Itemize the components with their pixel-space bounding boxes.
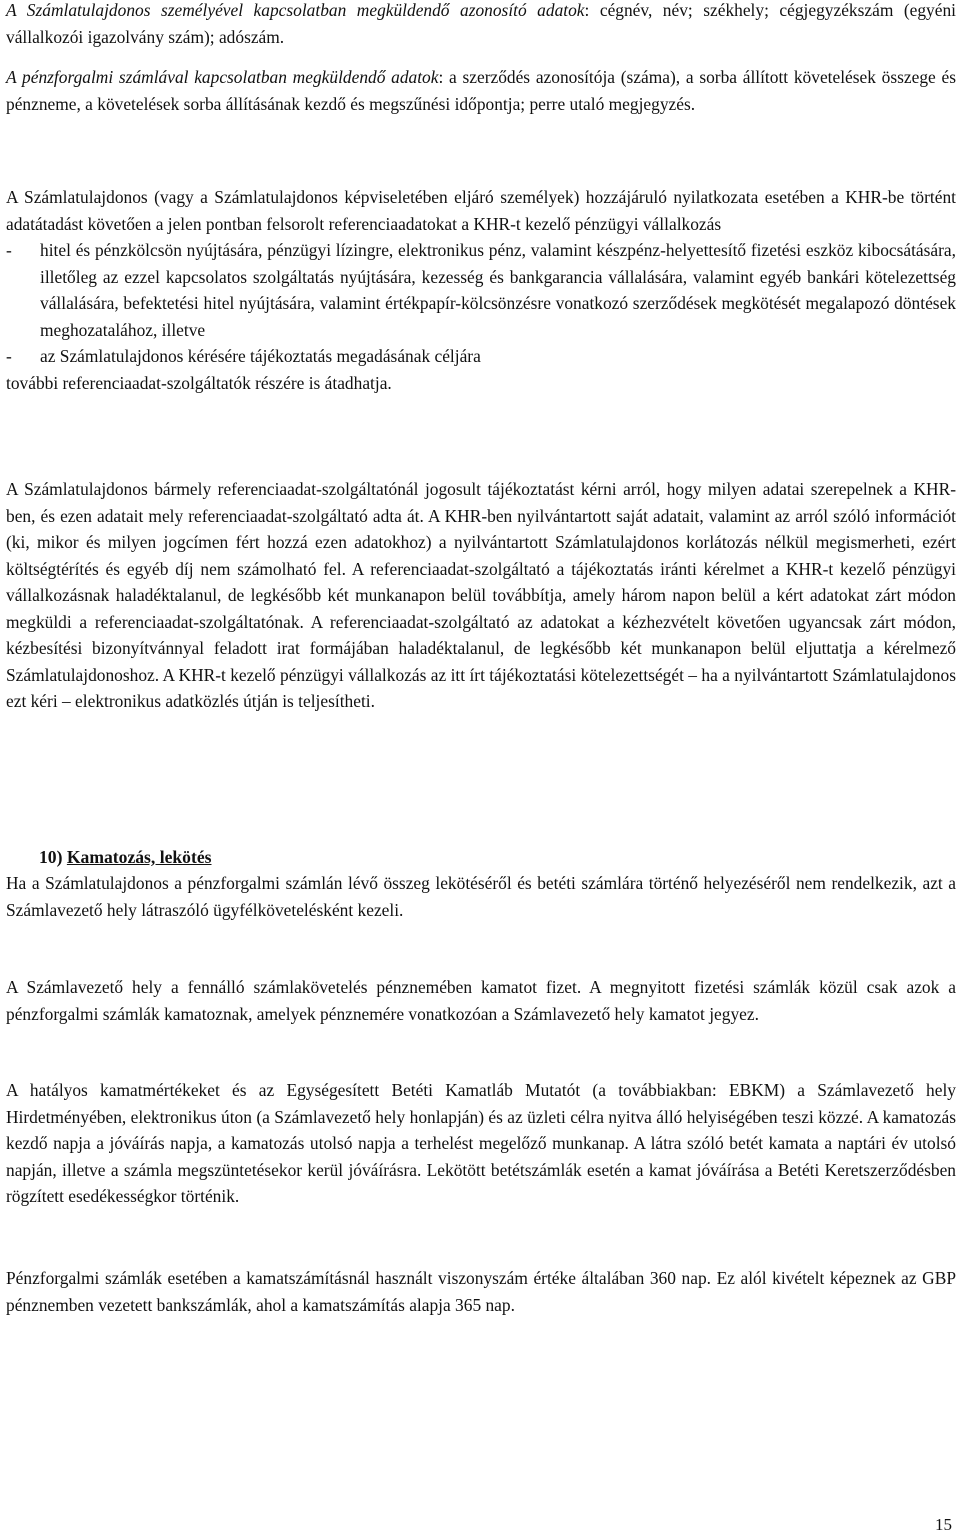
paragraph-deposit-handling: Ha a Számlatulajdonos a pénzforgalmi számlán lévő összeg lekötéséről és betéti számlára történő helyezéséről nem rendelkezik, azt a Számlavezető hely látraszóló ügyfélkövetelésként kezeli. [6, 873, 956, 920]
paragraph-day-count: Pénzforgalmi számlák esetében a kamatszámításnál használt viszonyszám értéke általában 360 nap. Ez alól kivételt képeznek az GBP pénznemben vezetett bankszámlák, ahol a kamatszámítás alapja 365 nap. [6, 1268, 956, 1315]
paragraph-text: : a szerződés azonosítója (száma), a sorba állított követelések összege és pénzneme, a követelések sorba állításának kezdő és megszűnési időpontja; perre utaló megjegyzés. [6, 67, 956, 114]
paragraph-account-data [6, 64, 956, 117]
paragraph-khr-information: A Számlatulajdonos bármely referenciaadat-szolgáltatónál jogosult tájékoztatást kérni arról, hogy milyen adatai szerepelnek a KHR-ben, és ezen adatait mely referenciaadat-szolgáltató adta át. A KHR-ben nyilvántartott saját adatait, valamint az arról szóló információt (ki, mikor és milyen jogcímen fért hozzá ezen adatokhoz) a nyilvántartott Számlatulajdonos korlátozás nélkül megismerheti, ezért költségtérítés és egyéb díj nem számolható fel. A referenciaadat-szolgáltató a tájékoztatás iránti kérelmet a KHR-t kezelő pénzügyi vállalkozásnak haladéktalanul, de legkésőbb két munkanapon belül továbbítja, amely három napon belül a kért adatokat zárt módon megküldi a referenciaadat-szolgáltatónak. A referenciaadat-szolgáltató az adatokat a kézhezvételt követően ugyancsak zárt módon, kézbesítési bizonyítvánnyal feladott irat formájában haladéktalanul, de legkésőbb két munkanapon belül eljuttatja a kérelmező Számlatulajdonoshoz. A KHR-t kezelő pénzügyi vállalkozás az itt írt tájékoztatási kötelezettségét – ha a nyilvántartott Számlatulajdonos ezt kéri – elektronikus adatközlés útján is teljesítheti. [6, 479, 956, 711]
page-number: 15 [935, 1515, 952, 1534]
paragraph-interest-payment: A Számlavezető hely a fennálló számlakövetelés pénznemében kamatot fizet. A megnyitott fizetési számlák közül csak azok a pénzforgalmi számlák kamatoznak, amelyek pénznemére vonatkozóan a Számlavezető hely kamatot jegyez. [6, 977, 956, 1024]
section-title: Kamatozás, lekötés [66, 847, 212, 867]
paragraph-interest-rates: A hatályos kamatmértékeket és az Egységesített Betéti Kamatláb Mutatót (a továbbiakban: EBKM) a Számlavezető hely Hirdetményében, elektronikus úton (a Számlavezető hely honlapján) és az üzleti célra nyitva álló helyiségében teszi közzé. A kamatozás kezdő napja a jóváírás napja, a kamatozás utolsó napja a terhelést megelőző munkanap. A látra szóló betét kamata a naptári év utolsó napján, illetve a számla megszüntetésekor kerül jóváírásra. Lekötött betétszámlák esetén a kamat jóváírása a Betéti Keretszerződésben rögzített esedékességkor történik. [6, 1080, 956, 1206]
paragraph-company-identifiers [6, 0, 956, 50]
list-item-text: az Számlatulajdonos kérésére tájékoztatás megadásának céljára [40, 346, 481, 366]
paragraph-intro: A Számlatulajdonos (vagy a Számlatulajdonos képviseletében eljáró személyek) hozzájáruló nyilatkozata esetében a KHR-be történt adatátadást követően a jelen pontban felsorolt referenciaadatokat a KHR-t kezelő pénzügyi vállalkozás [6, 187, 956, 234]
paragraph-outro: további referenciaadat-szolgáltatók részére is átadhatja. [6, 372, 392, 393]
list-dash: - [6, 346, 12, 366]
list-item [6, 237, 956, 343]
list-item-text: hitel és pénzkölcsön nyújtására, pénzügyi lízingre, elektronikus pénz, valamint készpénz-helyettesítő fizetési eszköz kibocsátására, illetőleg az ezzel kapcsolatos szolgáltatás nyújtására, kezesség és bankgarancia vállalására, valamint egyéb bankári kötelezettség vállalására, befektetési hitel nyújtására, valamint értékpapír-kölcsönzésre vonatkozó szerződések megkötését megalapozó döntések meghozatalához, illetve [40, 240, 956, 340]
italic-lead: A Számlatulajdonos személyével kapcsolatban megküldendő azonosító adatok [6, 0, 585, 20]
list-item [6, 343, 956, 370]
section-number: 10) [39, 847, 63, 867]
paragraph-khr-consent [6, 184, 956, 396]
list-dash: - [6, 240, 12, 260]
paragraph-text: : cégnév, név; székhely; cégjegyzékszám (egyéni vállalkozói igazolvány szám); adószám. [6, 0, 956, 47]
section-heading [39, 844, 212, 871]
italic-lead: A pénzforgalmi számlával kapcsolatban megküldendő adatok [6, 67, 439, 87]
